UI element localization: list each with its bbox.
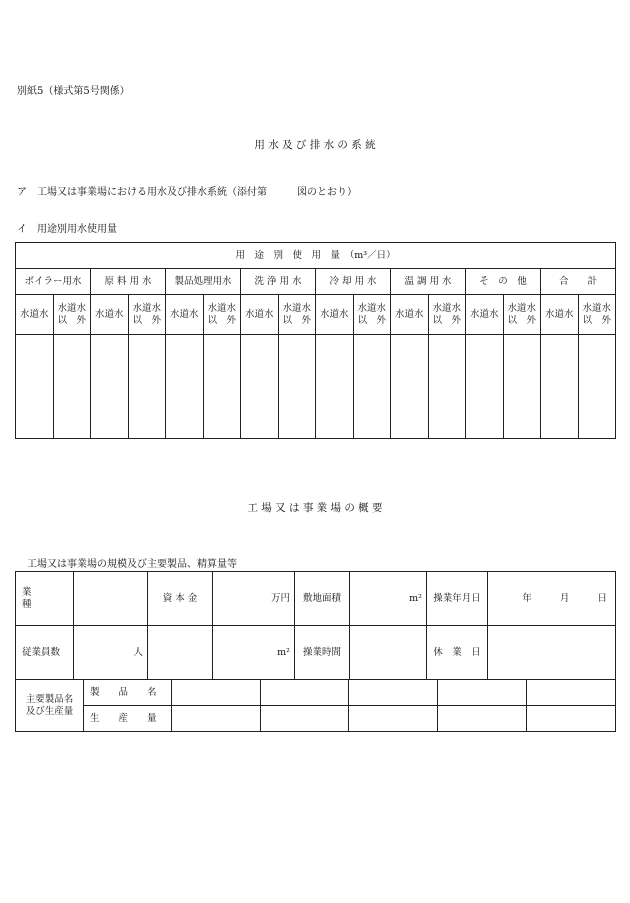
factory-subtitle: 工場又は事業場の規模及び主要製品、精算量等	[27, 559, 237, 570]
products-table	[15, 679, 616, 732]
category-boiler: ボイラー用水	[16, 269, 91, 295]
industry-label: 業 種	[16, 572, 74, 626]
date-year: 年	[522, 592, 532, 604]
building-area-unit: m²	[213, 626, 295, 680]
item-i-text: イ 用途別用水使用量	[17, 224, 117, 235]
subheader-tap: 水道水	[391, 295, 429, 335]
production-row	[16, 706, 616, 732]
category-cooling: 冷 却 用 水	[316, 269, 391, 295]
section-title-water-system: 用 水 及 び 排 水 の 系 統	[254, 139, 376, 151]
entry-cell[interactable]	[91, 335, 129, 439]
category-temperature-control: 温 調 用 水	[391, 269, 466, 295]
products-label: 主要製品名 及び生産量	[16, 680, 84, 732]
entry-cell[interactable]	[578, 335, 616, 439]
subheader-non-tap: 水道水 以 外	[578, 295, 616, 335]
subheader-non-tap: 水道水 以 外	[278, 295, 316, 335]
form-reference: 別紙5（様式第5号関係）	[17, 86, 130, 97]
product-name-row	[16, 680, 616, 706]
date-day: 日	[597, 592, 607, 604]
production-label: 生 産 量	[84, 706, 172, 732]
entry-cell[interactable]	[503, 335, 541, 439]
water-usage-table	[15, 242, 616, 439]
subheader-tap: 水道水	[466, 295, 504, 335]
entry-cell[interactable]	[353, 335, 391, 439]
category-washing: 洗 浄 用 水	[241, 269, 316, 295]
subheader-non-tap: 水道水 以 外	[128, 295, 166, 335]
subheader-non-tap: 水道水 以 外	[503, 295, 541, 335]
entry-cell[interactable]	[16, 335, 54, 439]
entry-cell[interactable]	[466, 335, 504, 439]
item-a-text: ア 工場又は事業場における用水及び排水系統（添付第 図のとおり）	[17, 187, 357, 198]
site-area-unit: m²	[350, 572, 427, 626]
product-name-cell[interactable]	[172, 680, 261, 706]
entry-cell[interactable]	[128, 335, 166, 439]
subheader-non-tap: 水道水 以 外	[428, 295, 466, 335]
entry-cell[interactable]	[53, 335, 91, 439]
production-cell[interactable]	[349, 706, 438, 732]
subheader-tap: 水道水	[541, 295, 579, 335]
category-product-processing: 製品処理用水	[166, 269, 241, 295]
employees-label: 従業員数	[16, 626, 74, 680]
production-cell[interactable]	[438, 706, 527, 732]
entry-cell[interactable]	[278, 335, 316, 439]
capital-unit: 万円	[213, 572, 295, 626]
subheader-non-tap: 水道水 以 外	[353, 295, 391, 335]
subheader-tap: 水道水	[241, 295, 279, 335]
entry-cell[interactable]	[203, 335, 241, 439]
section-title-factory-overview: 工 場 又 は 事 業 場 の 概 要	[247, 502, 383, 514]
industry-value[interactable]	[74, 572, 148, 626]
factory-row-1	[16, 572, 616, 626]
entry-cell[interactable]	[428, 335, 466, 439]
holidays-value[interactable]	[488, 626, 616, 680]
entry-cell[interactable]	[166, 335, 204, 439]
start-date-value[interactable]	[488, 572, 616, 626]
factory-overview-table	[15, 571, 616, 680]
product-name-cell[interactable]	[261, 680, 349, 706]
factory-row-2	[16, 626, 616, 680]
subheader-tap: 水道水	[316, 295, 354, 335]
subheader-tap: 水道水	[91, 295, 129, 335]
hours-value[interactable]	[350, 626, 427, 680]
production-cell[interactable]	[527, 706, 616, 732]
production-cell[interactable]	[172, 706, 261, 732]
hours-label: 操業時間	[295, 626, 350, 680]
category-other: そ の 他	[466, 269, 541, 295]
building-area-label	[148, 626, 213, 680]
product-name-cell[interactable]	[349, 680, 438, 706]
subheader-tap: 水道水	[166, 295, 204, 335]
entry-cell[interactable]	[241, 335, 279, 439]
entry-cell[interactable]	[391, 335, 429, 439]
entry-cell[interactable]	[316, 335, 354, 439]
entry-cell[interactable]	[541, 335, 579, 439]
holidays-label: 休 業 日	[427, 626, 488, 680]
product-name-cell[interactable]	[438, 680, 527, 706]
capital-label: 資 本 金	[148, 572, 213, 626]
employees-unit: 人	[74, 626, 148, 680]
product-name-label: 製 品 名	[84, 680, 172, 706]
subheader-tap: 水道水	[16, 295, 54, 335]
category-raw-material: 原 料 用 水	[91, 269, 166, 295]
category-row	[16, 269, 616, 295]
start-date-label: 操業年月日	[427, 572, 488, 626]
subheader-row	[16, 295, 616, 335]
date-month: 月	[559, 592, 570, 604]
water-table-caption: 用 途 別 使 用 量 （m³／日）	[16, 243, 616, 269]
subheader-non-tap: 水道水 以 外	[203, 295, 241, 335]
production-cell[interactable]	[261, 706, 349, 732]
subheader-non-tap: 水道水 以 外	[53, 295, 91, 335]
water-entry-row	[16, 335, 616, 439]
site-area-label: 敷地面積	[295, 572, 350, 626]
product-name-cell[interactable]	[527, 680, 616, 706]
category-total: 合 計	[541, 269, 616, 295]
